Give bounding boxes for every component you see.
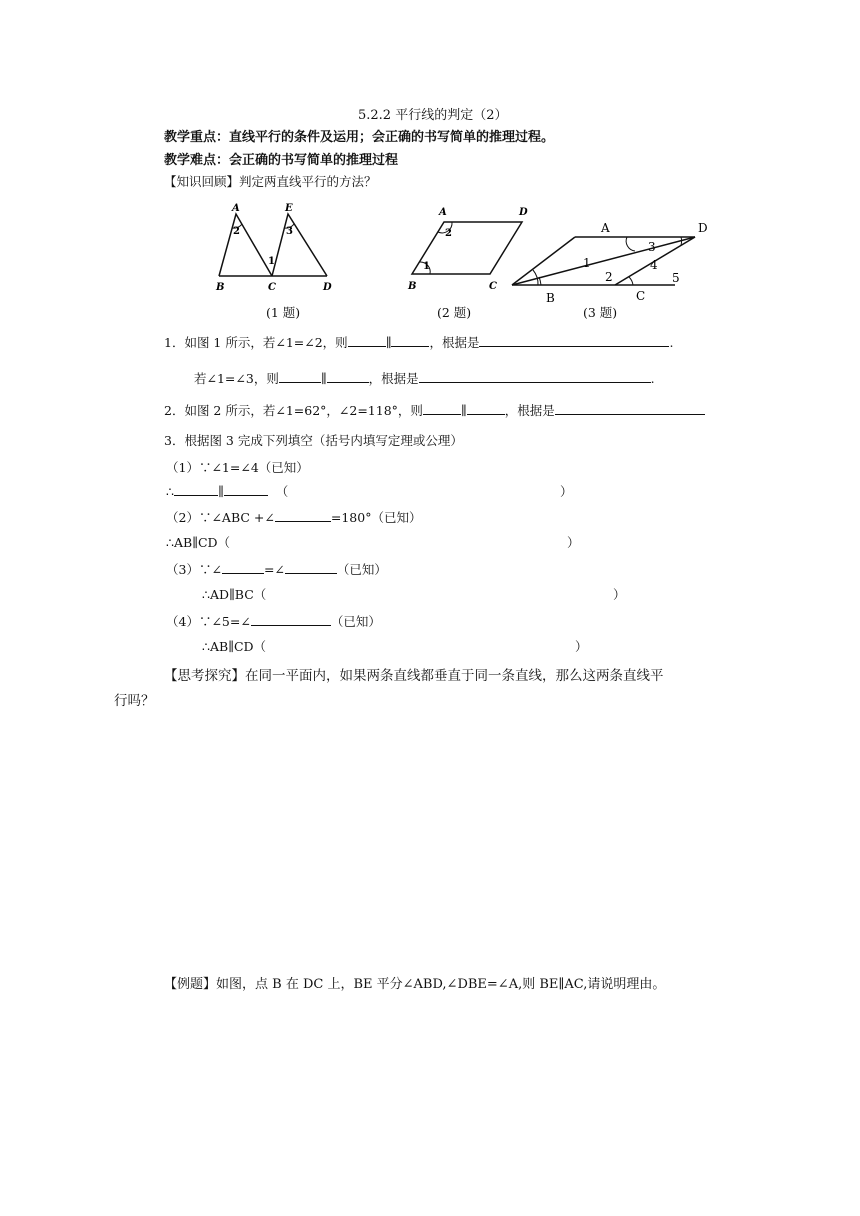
fig1-angle-2: 2: [233, 226, 240, 237]
s1b-therefore: ∴: [166, 484, 174, 499]
s4a-prompt: （4）∵∠5=∠: [166, 614, 251, 629]
q2-reason-blank[interactable]: [555, 403, 705, 415]
q2-blank-1[interactable]: [423, 403, 461, 415]
q1b-end: .: [650, 371, 655, 386]
s1b-parallel: ∥: [217, 484, 224, 499]
q1b-blank-1[interactable]: [279, 371, 321, 383]
fig3-angle-5: 5: [672, 271, 680, 285]
question-1a: [164, 333, 673, 351]
s3a-post: （已知）: [336, 562, 387, 577]
s2b-close-paren: ）: [567, 535, 580, 550]
q1b-blank-2[interactable]: [327, 371, 369, 383]
page-title: 5.2.2 平行线的判定（2）: [358, 108, 508, 123]
fig1-angle-1: 1: [268, 256, 275, 267]
fig2-label-c: C: [489, 281, 497, 292]
fig3-angle-1: 1: [583, 256, 591, 270]
fig2-label-b: B: [408, 281, 417, 292]
explore-line-2: 行吗？: [114, 693, 155, 709]
figure-3: [505, 215, 720, 305]
question-1b: [194, 369, 655, 387]
q1a-blank-2[interactable]: [391, 335, 429, 347]
s1b-blank-2[interactable]: [224, 484, 268, 496]
s3a-eq: =∠: [263, 562, 285, 577]
fig1-label-b: B: [216, 282, 225, 293]
q2-prompt: 2．如图 2 所示，若∠1=62°，∠2=118°，则: [164, 403, 423, 418]
q3-step-3a: [166, 560, 387, 578]
example-problem: 【例题】如图，点 B 在 DC 上，BE 平分∠ABD,∠DBE=∠A,则 BE∥AC,请说明理由。: [164, 977, 666, 992]
q3-step-2a: [166, 508, 421, 526]
fig2-angle-1: 1: [423, 261, 430, 272]
q3-step-1b: [166, 482, 576, 500]
fig3-label-b: B: [546, 291, 555, 305]
s3a-blank-1[interactable]: [222, 562, 264, 574]
s4b-text: ∴AB∥CD（: [202, 639, 267, 654]
s2a-prompt: （2）∵∠ABC +∠: [166, 510, 275, 525]
q3-step-2b: [166, 533, 586, 551]
q1a-blank-1[interactable]: [348, 335, 386, 347]
teaching-focus: 教学重点：直线平行的条件及运用；会正确的书写简单的推理过程。: [164, 130, 555, 145]
q1a-prompt: 1．如图 1 所示，若∠1=∠2，则: [164, 335, 348, 350]
fig2-label-a: A: [439, 207, 447, 218]
s2a-post: =180°（已知）: [330, 510, 422, 525]
fig3-angle-4: 4: [650, 258, 658, 272]
fig1-label-a: A: [232, 203, 240, 214]
fig1-label-c: C: [268, 282, 276, 293]
fig2-angle-2: 2: [445, 228, 452, 239]
s1b-open-paren: （: [275, 484, 289, 499]
figure-3-caption: (3 题): [583, 305, 618, 320]
figure-3-lines: [512, 237, 695, 285]
fig3-label-d: D: [698, 221, 708, 235]
question-2: [164, 401, 705, 419]
q3-step-3b: [202, 585, 632, 603]
q1a-reason-label: ，根据是: [429, 335, 480, 350]
q1b-reason-blank[interactable]: [419, 371, 651, 383]
q3-step-4b: [202, 637, 602, 655]
q1b-parallel: ∥: [320, 371, 327, 386]
s4a-blank[interactable]: [251, 614, 331, 626]
teaching-difficulty: 教学难点：会正确的书写简单的推理过程: [164, 153, 399, 168]
s3b-text: ∴AD∥BC（: [202, 587, 267, 602]
fig3-angle-3: 3: [648, 240, 656, 254]
figure-1-caption: (1 题): [266, 305, 301, 320]
s4b-close-paren: ）: [575, 639, 588, 654]
q2-reason-label: ，根据是: [504, 403, 555, 418]
q1b-prompt: 若∠1=∠3，则: [194, 371, 279, 386]
figure-2-caption: (2 题): [437, 305, 472, 320]
fig1-label-e: E: [285, 203, 293, 214]
q3-step-4a: [166, 612, 381, 630]
q1a-reason-blank[interactable]: [479, 335, 669, 347]
q1a-end: .: [669, 335, 674, 350]
q2-blank-2[interactable]: [467, 403, 505, 415]
review-heading: 【知识回顾】判定两直线平行的方法？: [164, 174, 377, 189]
s4a-post: （已知）: [330, 614, 381, 629]
s1b-blank-1[interactable]: [174, 484, 218, 496]
q2-parallel: ∥: [460, 403, 467, 418]
figure-1: [210, 198, 340, 294]
q3-step-1a: （1）∵∠1=∠4（已知）: [166, 460, 309, 475]
fig1-label-d: D: [323, 282, 332, 293]
s3a-prompt: （3）∵∠: [166, 562, 222, 577]
q1a-parallel: ∥: [385, 335, 392, 350]
s3a-blank-2[interactable]: [285, 562, 337, 574]
fig1-angle-3: 3: [286, 226, 293, 237]
s2b-text: ∴AB∥CD（: [166, 535, 231, 550]
fig3-label-a: A: [601, 221, 610, 235]
s1b-close-paren: ）: [560, 484, 573, 499]
fig2-label-d: D: [519, 207, 528, 218]
s3b-close-paren: ）: [613, 587, 626, 602]
s2a-blank[interactable]: [275, 510, 331, 522]
fig3-angle-2: 2: [605, 270, 613, 284]
fig3-label-c: C: [636, 289, 646, 303]
question-3: 3．根据图 3 完成下列填空（括号内填写定理或公理）: [164, 433, 463, 448]
explore-line-1: 【思考探究】在同一平面内，如果两条直线都垂直于同一条直线，那么这两条直线平: [164, 668, 664, 684]
q1b-reason-label: ，根据是: [368, 371, 419, 386]
